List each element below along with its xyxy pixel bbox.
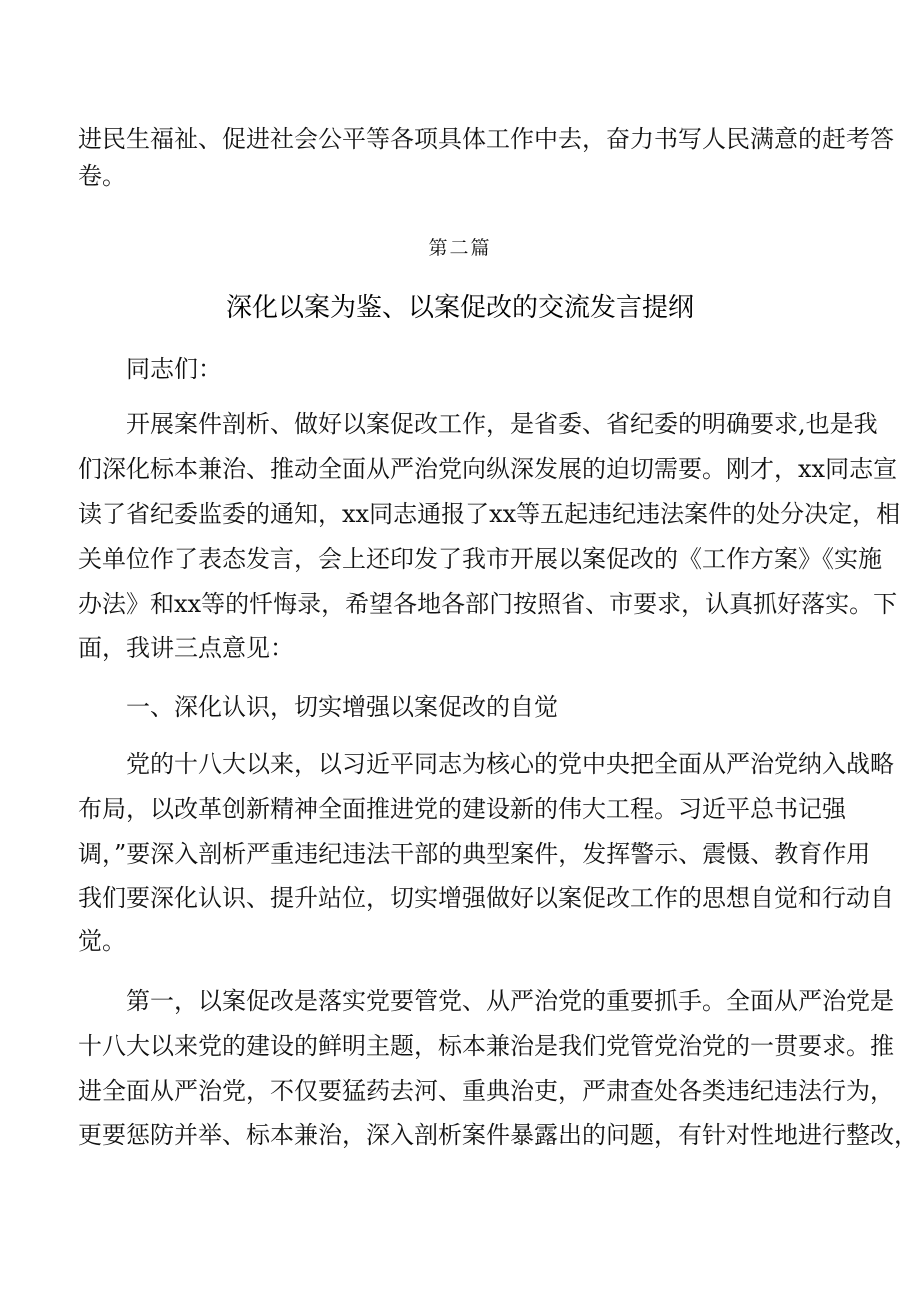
paragraph-party-line: 布局，以改革创新精神全面推进党的建设新的伟大工程。习近平总书记强 (78, 795, 846, 823)
paragraph-first-line: 第一，以案促改是落实党要管党、从严治党的重要抓手。全面从严治党是 (126, 987, 894, 1015)
paragraph-intro-line: 开展案件剖析、做好以案促改工作，是省委、省纪委的明确要求,也是我 (126, 410, 878, 438)
paragraph-intro-line: 读了省纪委监委的通知，xx同志通报了xx等五起违纪违法案件的处分决定，相 (78, 500, 901, 528)
paragraph-intro-line: 们深化标本兼治、推动全面从严治党向纵深发展的迫切需要。刚才，xx同志宣 (78, 455, 898, 483)
paragraph-first-line: 十八大以来党的建设的鲜明主题，标本兼治是我们党管党治党的一贯要求。推 (78, 1032, 894, 1060)
document-title: 深化以案为鉴、以案促改的交流发言提纲 (225, 293, 694, 323)
heading-one: 一、深化认识，切实增强以案促改的自觉 (126, 693, 558, 721)
paragraph-intro-line: 面，我讲三点意见： (78, 634, 294, 662)
paragraph-first-line: 更要惩防并举、标本兼治，深入剖析案件暴露出的问题，有针对性地进行整改， (78, 1121, 918, 1149)
prev-section-line-2: 卷。 (78, 162, 126, 190)
paragraph-party-line: 党的十八大以来，以习近平同志为核心的党中央把全面从严治党纳入战略 (126, 750, 894, 778)
paragraph-first-line: 进全面从严治党，不仅要猛药去河、重典治吏，严肃查处各类违纪违法行为， (78, 1077, 894, 1105)
paragraph-intro-line: 办法》和xx等的忏悔录，希望各地各部门按照省、市要求，认真抓好落实。下 (78, 590, 898, 618)
salutation: 同志们： (126, 355, 222, 383)
prev-section-line-1: 进民生福祉、促进社会公平等各项具体工作中去，奋力书写人民满意的赶考答 (78, 125, 894, 153)
paragraph-party-line: 觉。 (78, 927, 126, 955)
section-label: 第二篇 (428, 237, 492, 259)
paragraph-party-line: 我们要深化认识、提升站位，切实增强做好以案促改工作的思想自觉和行动自 (78, 884, 894, 912)
paragraph-intro-line: 关单位作了表态发言，会上还印发了我市开展以案促改的《工作方案》《实施 (78, 545, 882, 573)
paragraph-party-line: 调，”要深入剖析严重违纪违法干部的典型案件，发挥警示、震慑、教育作用 (78, 840, 871, 868)
